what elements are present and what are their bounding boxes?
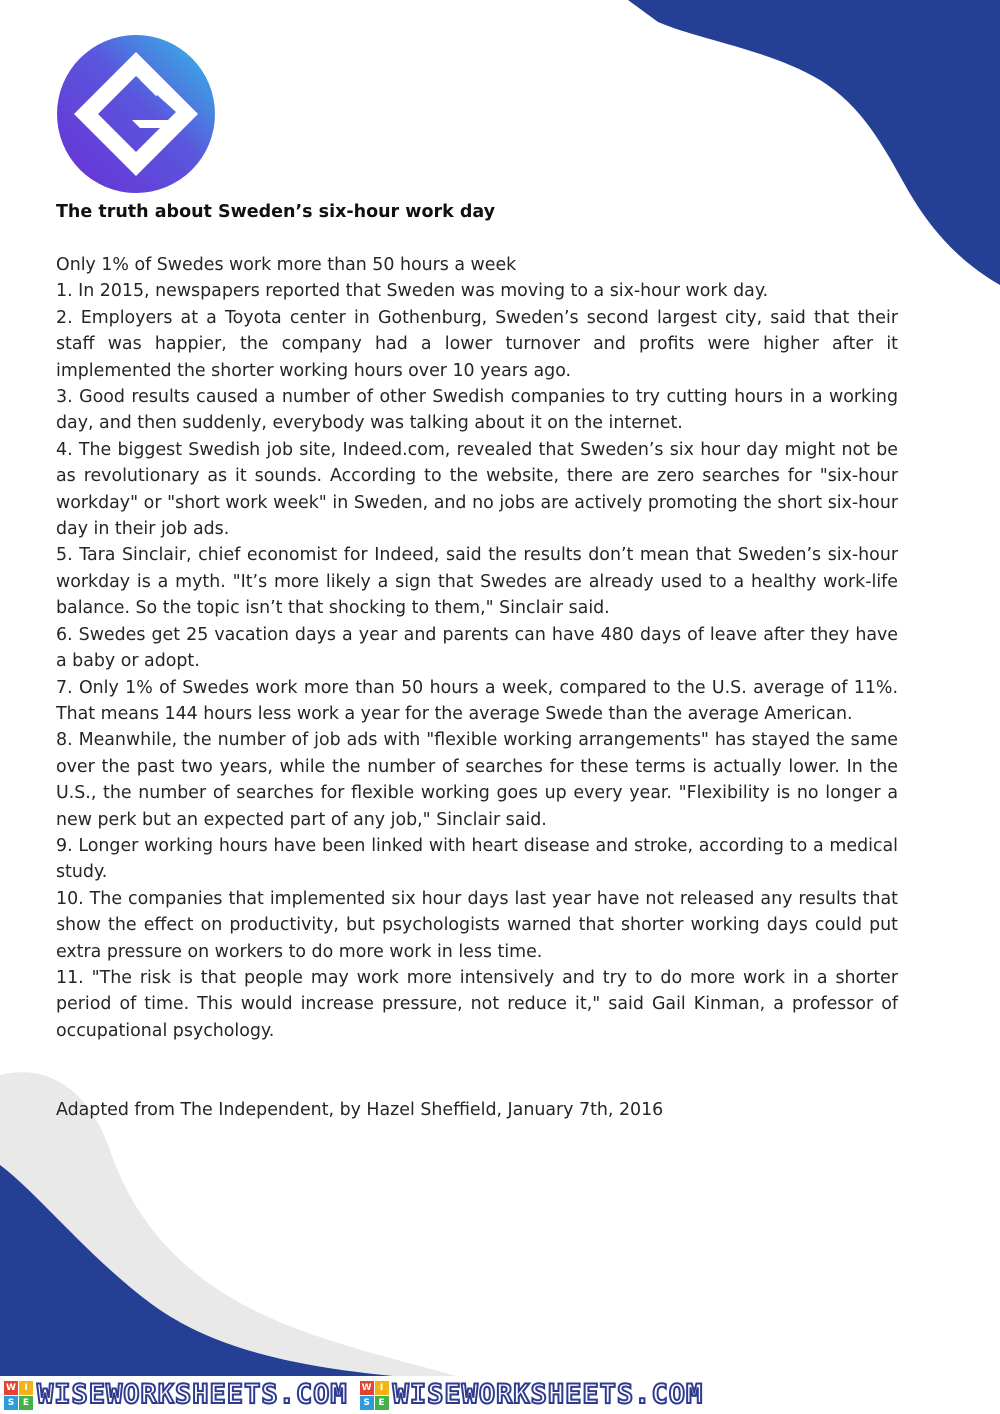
article-paragraph: 8. Meanwhile, the number of job ads with "flexible working arrangements" has stayed the same over the past two years, while the number of searches for these terms is actually lower. In the U.S., the number of searches for flexible working goes up every year. "Flexibility is no longer a new perk but an expected part of any job," Sinclair said. (56, 730, 898, 830)
article-paragraph: 1. In 2015, newspapers reported that Sweden was moving to a six-hour work day. (56, 281, 769, 302)
article-paragraph: Only 1% of Swedes work more than 50 hours a week (56, 255, 517, 275)
article-paragraph: 6. Swedes get 25 vacation days a year and parents can have 480 days of leave after they have a baby or adopt. (56, 624, 898, 672)
article-body (56, 252, 898, 1044)
watermark (4, 1380, 348, 1410)
article-paragraph: 3. Good results caused a number of other Swedish companies to try cutting hours in a working day, and then suddenly, everybody was talking about it on the internet. (56, 387, 898, 434)
g-diamond-logo-icon (56, 34, 216, 194)
article-paragraph: 11. "The risk is that people may work more intensively and try to do more work in a shorter period of time. This would increase pressure, not reduce it," said Gail Kinman, a professor of occupational psychology. (56, 967, 898, 1041)
badge-letter: E (19, 1396, 33, 1410)
article-paragraph: 7. Only 1% of Swedes work more than 50 hours a week, compared to the U.S. average of 11%. That means 144 hours less work a year for the average Swede than the average American. (56, 677, 898, 724)
wise-badge-icon (360, 1381, 389, 1410)
top-right-wave (628, 0, 1000, 285)
watermark-text: WISEWORKSHEETS.COM (392, 1379, 704, 1410)
badge-letter: W (4, 1381, 18, 1395)
badge-letter: I (19, 1381, 33, 1395)
badge-letter: W (360, 1381, 374, 1395)
article-paragraph: 9. Longer working hours have been linked with heart disease and stroke, according to a medical study. (56, 835, 898, 883)
badge-letter: S (360, 1396, 374, 1410)
source-citation: Adapted from The Independent, by Hazel Sheffield, January 7th, 2016 (56, 1100, 664, 1120)
page-title: The truth about Sweden’s six-hour work day (56, 202, 496, 222)
article-paragraph: 5. Tara Sinclair, chief economist for Indeed, said the results don’t mean that Sweden’s six-hour workday is a myth. "It’s more likely a sign that Swedes are already used to a healthy work-life balance. So the topic isn’t that shocking to them," Sinclair said. (56, 545, 898, 619)
badge-letter: S (4, 1396, 18, 1410)
badge-letter: I (375, 1381, 389, 1395)
article-paragraph: 2. Employers at a Toyota center in Gothenburg, Sweden’s second largest city, said that their staff was happier, the company had a lower turnover and profits were higher after it implemented the shorter working hours over 10 years ago. (56, 307, 898, 381)
article-paragraph: 10. The companies that implemented six hour days last year have not released any results that show the effect on productivity, but psychologists warned that shorter working days could put extra pressure on workers to do more work in less time. (56, 888, 898, 962)
badge-letter: E (375, 1396, 389, 1410)
wise-badge-icon (4, 1381, 33, 1410)
article-paragraph: 4. The biggest Swedish job site, Indeed.com, revealed that Sweden’s six hour day might not be as revolutionary as it sounds. According to the website, there are zero searches for "six-hour workday" or "short work week" in Sweden, and no jobs are actively promoting the short six-hour day in their job ads. (56, 439, 898, 540)
watermark-footer (0, 1376, 1000, 1414)
watermark-text: WISEWORKSHEETS.COM (37, 1379, 348, 1410)
watermark (360, 1380, 704, 1410)
